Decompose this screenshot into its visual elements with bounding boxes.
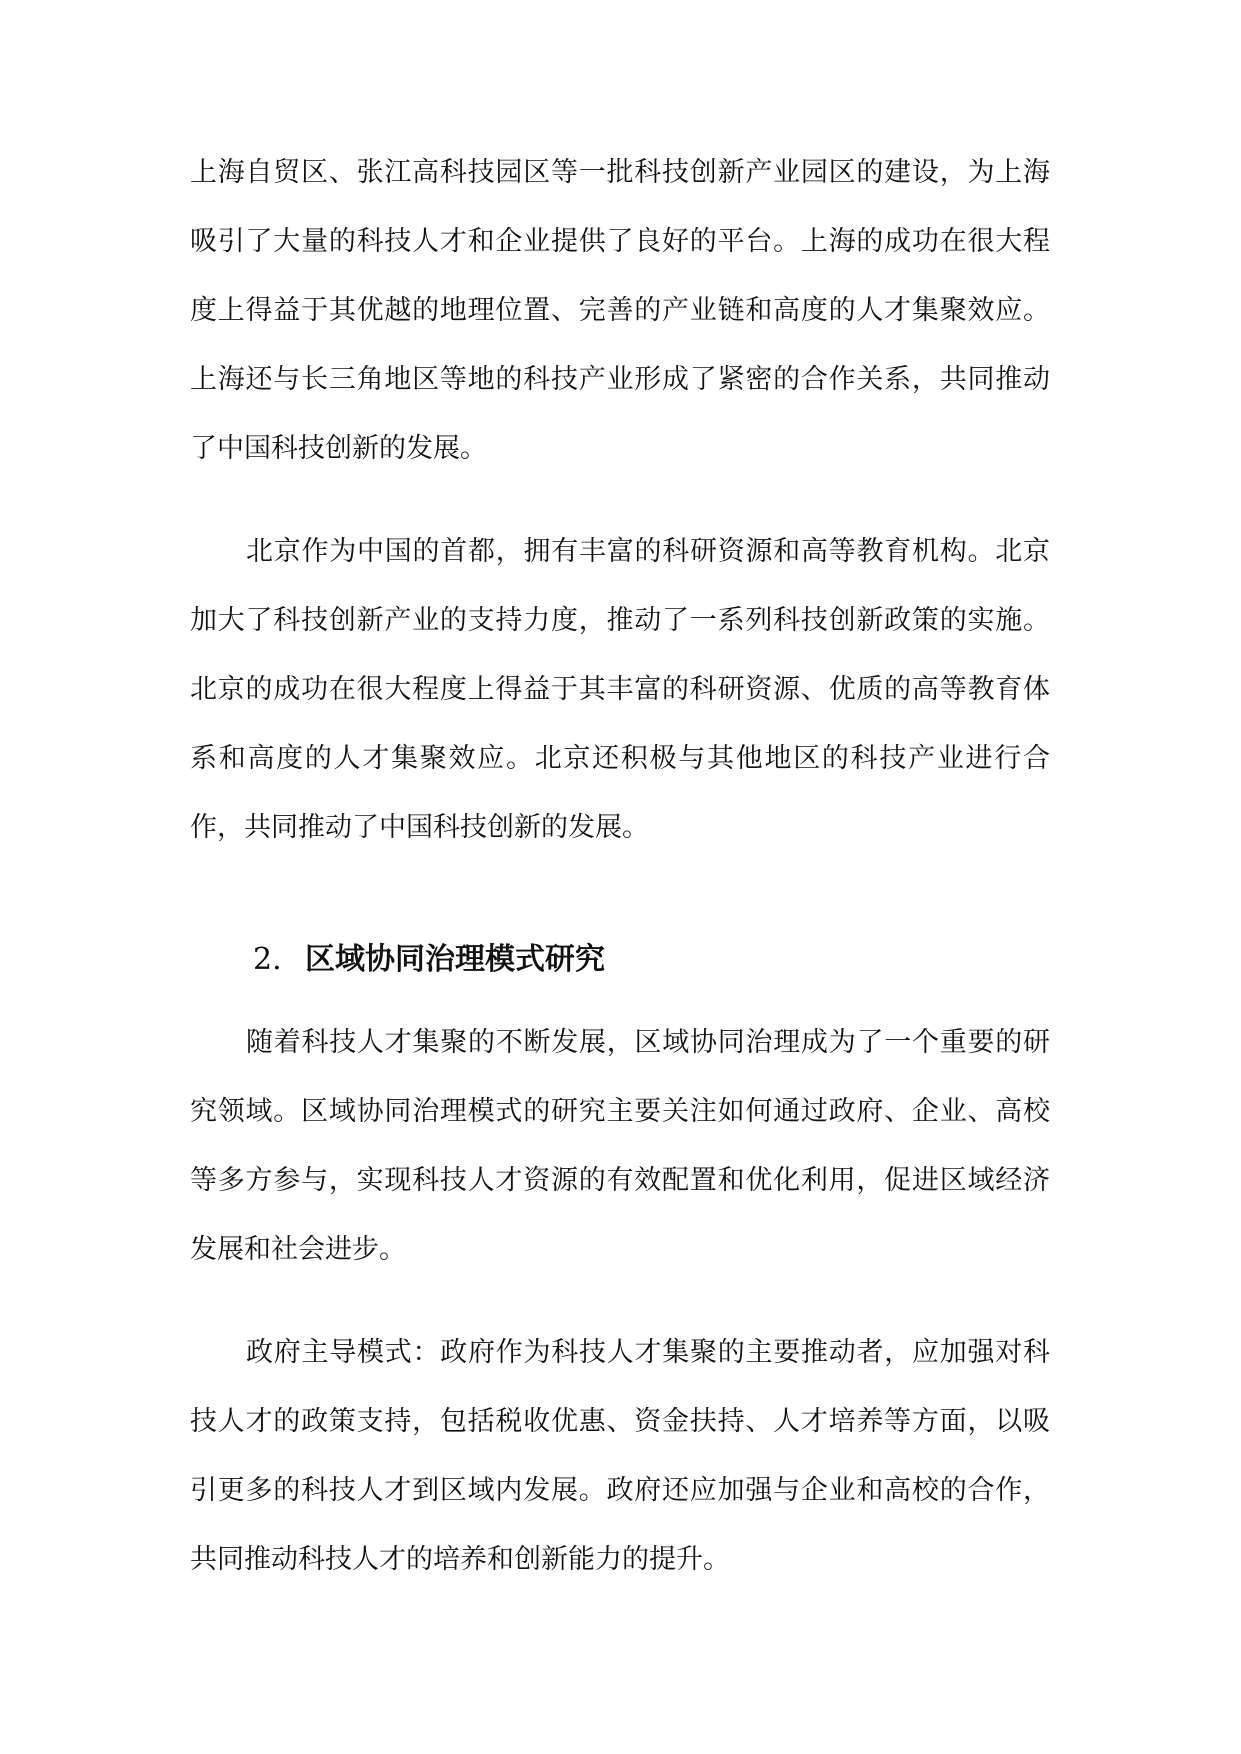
section-title: 区域协同治理模式研究 xyxy=(305,942,605,977)
section-number: 2. xyxy=(253,942,282,977)
paragraph-beijing: 北京作为中国的首都，拥有丰富的科研资源和高等教育机构。北京加大了科技创新产业的支持力度，推动了一系列科技创新政策的实施。北京的成功在很大程度上得益于其丰富的科研资源、优质的高等教育体系和高度的人才集聚效应。北京还积极与其他地区的科技产业进行合作，共同推动了中国科技创新的发展。 xyxy=(190,536,1050,843)
paragraph-shanghai: 上海自贸区、张江高科技园区等一批科技创新产业园区的建设，为上海吸引了大量的科技人才和企业提供了良好的平台。上海的成功在很大程度上得益于其优越的地理位置、完善的产业链和高度的人才集聚效应。上海还与长三角地区等地的科技产业形成了紧密的合作关系，共同推动了中国科技创新的发展。 xyxy=(190,157,1050,464)
section-heading xyxy=(253,940,605,980)
paragraph-government-led-model: 政府主导模式：政府作为科技人才集聚的主要推动者，应加强对科技人才的政策支持，包括税收优惠、资金扶持、人才培养等方面，以吸引更多的科技人才到区域内发展。政府还应加强与企业和高校的合作，共同推动科技人才的培养和创新能力的提升。 xyxy=(190,1337,1050,1575)
paragraph-regional-governance: 随着科技人才集聚的不断发展，区域协同治理成为了一个重要的研究领域。区域协同治理模式的研究主要关注如何通过政府、企业、高校等多方参与，实现科技人才资源的有效配置和优化利用，促进区域经济发展和社会进步。 xyxy=(190,1027,1050,1265)
